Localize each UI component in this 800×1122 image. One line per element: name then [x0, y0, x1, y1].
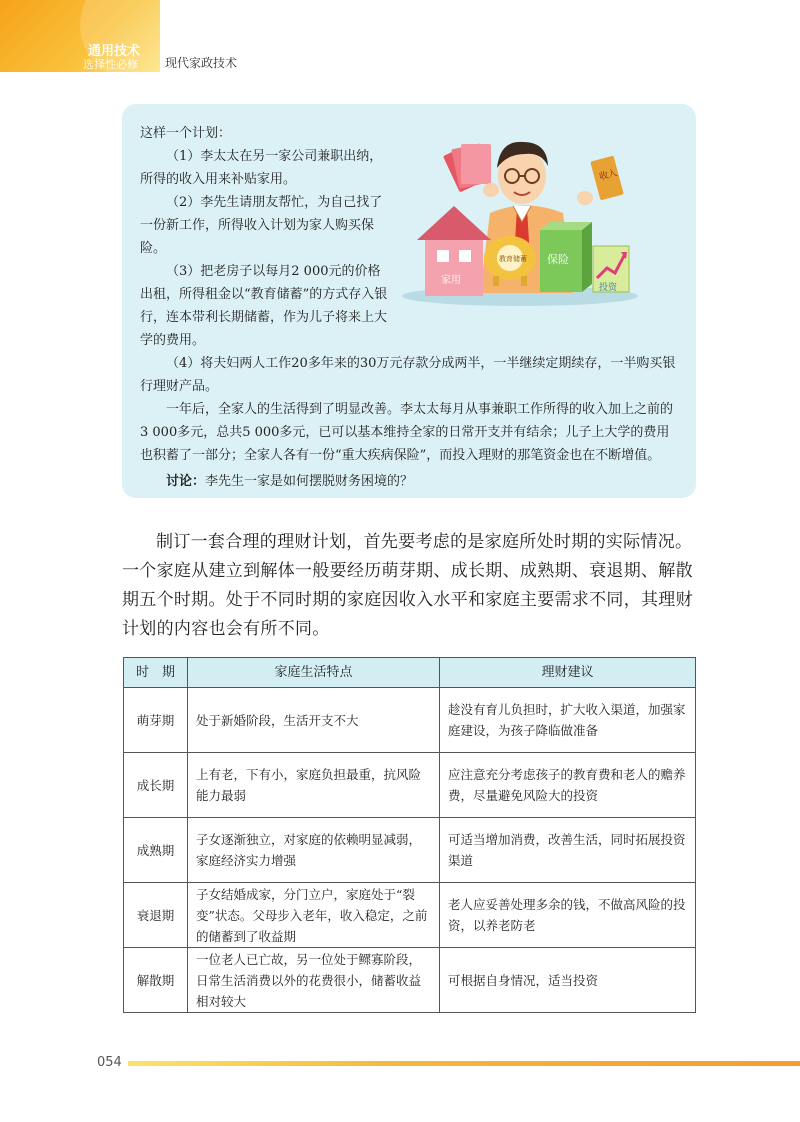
- footer-bar: [128, 1061, 800, 1066]
- investment-label: 投资: [599, 283, 618, 293]
- advice-cell: 可适当增加消费，改善生活，同时拓展投资渠道: [440, 818, 696, 883]
- col-header-advice: 理财建议: [440, 658, 696, 688]
- table-row: [124, 883, 696, 948]
- piggy-label: 教育储蓄: [499, 255, 527, 263]
- plan-item-4: （4）将夫妇两人工作20多年来的30万元存款分成两半，一半继续定期续存，一半购买银行理财产品。: [140, 356, 676, 394]
- features-cell: 上有老，下有小，家庭负担最重，抗风险能力最弱: [188, 753, 440, 818]
- table-header-row: [124, 658, 696, 688]
- features-cell: 处于新婚阶段，生活开支不大: [188, 688, 440, 753]
- table-row: [124, 688, 696, 753]
- discussion-question: 李先生一家是如何摆脱财务困境的？: [205, 474, 414, 489]
- advice-cell: 可根据自身情况，适当投资: [440, 948, 696, 1013]
- features-cell: 子女结婚成家，分门立户，家庭处于“裂变”状态。父母步入老年，收入稳定，之前的储蓄到了收益期: [188, 883, 440, 948]
- main-paragraph-text: 制订一套合理的理财计划，首先要考虑的是家庭所处时期的实际情况。一个家庭从建立到解体一般要经历萌芽期、成长期、成熟期、衰退期、解散期五个时期。处于不同时期的家庭因收入水平和家庭主要需求不同，其理财计划的内容也会有所不同。: [122, 532, 693, 639]
- insurance-label: 保险: [547, 253, 569, 266]
- main-paragraph: [122, 528, 698, 644]
- advice-cell: 应注意充分考虑孩子的教育费和老人的赡养费，尽量避免风险大的投资: [440, 753, 696, 818]
- stage-cell: 成熟期: [124, 818, 188, 883]
- col-header-stage: 时 期: [124, 658, 188, 688]
- envelope-label: 收入: [598, 168, 619, 183]
- case-outcome: 一年后，全家人的生活得到了明显改善。李太太每月从事兼职工作所得的收入加上之前的3 000多元，总共5 000多元，已可以基本维持全家的日常开支并有结余；儿子上大学的费用也积蓄了一部分；全家人各有一份“重大疾病保险”，而投入理财的那笔资金也在不断增值。: [140, 402, 674, 463]
- advice-cell: 老人应妥善处理多余的钱，不做高风险的投资，以养老防老: [440, 883, 696, 948]
- advice-cell: 趁没有育儿负担时，扩大收入渠道，加强家庭建设，为孩子降临做准备: [440, 688, 696, 753]
- plan-item-1: （1）李太太在另一家公司兼职出纳，所得的收入用来补贴家用。: [140, 149, 383, 187]
- stage-cell: 萌芽期: [124, 688, 188, 753]
- table-row: [124, 818, 696, 883]
- page-number: 054: [97, 1055, 122, 1070]
- discussion-label: 讨论：: [166, 474, 206, 489]
- table-row: [124, 753, 696, 818]
- discussion: [140, 470, 680, 493]
- family-stage-table: [123, 657, 696, 1013]
- book-subtitle: 选择性必修: [83, 58, 138, 71]
- section-title: 现代家政技术: [165, 56, 238, 70]
- book-title: 通用技术: [88, 44, 141, 59]
- stage-cell: 解散期: [124, 948, 188, 1013]
- stage-cell: 衰退期: [124, 883, 188, 948]
- stage-cell: 成长期: [124, 753, 188, 818]
- table-row: [124, 948, 696, 1013]
- col-header-features: 家庭生活特点: [188, 658, 440, 688]
- features-cell: 一位老人已亡故，另一位处于鳏寡阶段，日常生活消费以外的花费很小，储蓄收益相对较大: [188, 948, 440, 1013]
- case-study-text: [140, 122, 680, 493]
- house-label: 家用: [441, 275, 461, 286]
- features-cell: 子女逐渐独立，对家庭的依赖明显减弱，家庭经济实力增强: [188, 818, 440, 883]
- plan-item-3: （3）把老房子以每月2 000元的价格出租，所得租金以“教育储蓄”的方式存入银行，连本带利长期储蓄，作为儿子将来上大学的费用。: [140, 264, 388, 348]
- case-intro: 这样一个计划：: [140, 126, 232, 141]
- plan-item-2: （2）李先生请朋友帮忙，为自己找了一份新工作，所得收入计划为家人购买保险。: [140, 195, 383, 256]
